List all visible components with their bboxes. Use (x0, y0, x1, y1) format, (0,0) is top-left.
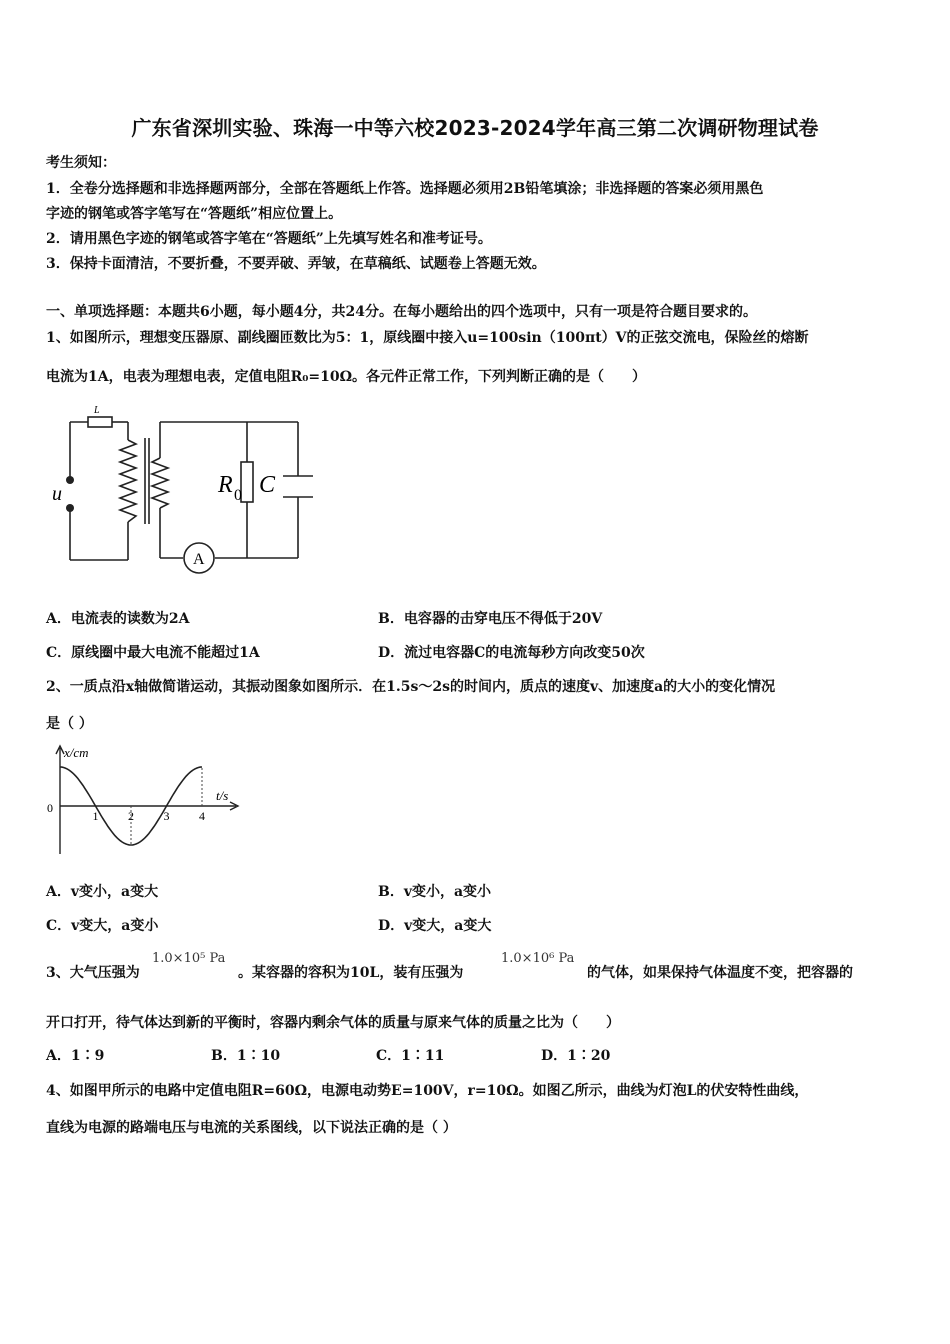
ammeter-label: A (193, 551, 205, 568)
q2-option-a[interactable]: A．v变小，a变大 (46, 884, 159, 900)
q2-text-1: 2、一质点沿x轴做简谐运动，其振动图象如图所示．在1.5s～2s的时间内，质点的速度v、加速度a的大小的变化情况 (46, 679, 776, 695)
capacitor-label: C (259, 472, 276, 498)
q1-option-c[interactable]: C．原线圈中最大电流不能超过1A (46, 645, 260, 661)
q1-text-1: 1、如图所示，理想变压器原、副线圈匝数比为5：1，原线圈中接入u=100sin（100πt）V的正弦交流电，保险丝的熔断 (46, 330, 809, 346)
q3-pressure-1: 1.0×10⁵ Pa (152, 951, 226, 966)
notice-line-2: 2．请用黑色字迹的钢笔或答字笔在“答题纸”上先填写姓名和准考证号。 (46, 231, 492, 247)
x-tick-2: 2 (128, 809, 134, 823)
notice-line-1: 1．全卷分选择题和非选择题两部分，全部在答题纸上作答。选择题必须用2B铅笔填涂；非选择题的答案必须用黑色 (46, 181, 764, 197)
q3-option-b[interactable]: B．1∶10 (211, 1048, 281, 1064)
x-axis-label: t/s (216, 788, 229, 803)
q1-text-2: 电流为1A，电表为理想电表，定值电阻R₀=10Ω。各元件正常工作，下列判断正确的是（ ） (46, 369, 647, 385)
q3-text-pre: 3、大气压强为 (46, 965, 140, 981)
q2-text-2: 是（ ） (46, 716, 93, 732)
q4-text-2: 直线为电源的路端电压与电流的关系图线，以下说法正确的是（ ） (46, 1120, 457, 1136)
section-heading: 一、单项选择题：本题共6小题，每小题4分，共24分。在每小题给出的四个选项中，只有一项是符合题目要求的。 (46, 304, 757, 320)
q3-text-post: 的气体，如果保持气体温度不变，把容器的 (587, 965, 853, 981)
fuse-label: L (94, 405, 100, 416)
y-tick-0: 0 (47, 801, 53, 815)
q1-circuit-figure (50, 400, 310, 590)
q2-option-d[interactable]: D．v变大，a变大 (378, 918, 492, 934)
resistor-label: R (218, 472, 233, 498)
q4-text-1: 4、如图甲所示的电路中定值电阻R=60Ω，电源电动势E=100V，r=10Ω。如图乙所示，曲线为灯泡L的伏安特性曲线， (46, 1083, 809, 1099)
q2-option-c[interactable]: C．v变大，a变小 (46, 918, 159, 934)
x-tick-3: 3 (163, 809, 170, 823)
page-title: 广东省深圳实验、珠海一中等六校2023-2024学年高三第二次调研物理试卷 (131, 116, 819, 140)
q2-option-b[interactable]: B．v变小，a变小 (378, 884, 492, 900)
notice-line-1b: 字迹的钢笔或答字笔写在“答题纸”相应位置上。 (46, 206, 343, 222)
x-tick-1: 1 (92, 809, 99, 823)
q3-text-2: 开口打开，待气体达到新的平衡时，容器内剩余气体的质量与原来气体的质量之比为（ ） (46, 1015, 620, 1031)
notice-line-3: 3．保持卡面清洁，不要折叠，不要弄破、弄皱，在草稿纸、试题卷上答题无效。 (46, 256, 546, 272)
y-axis-label: x/cm (64, 745, 89, 760)
q3-text-mid: 。某容器的容积为10L，装有压强为 (238, 965, 464, 981)
q3-pressure-2: 1.0×10⁶ Pa (501, 951, 575, 966)
q2-oscillation-graph (40, 742, 250, 857)
q3-option-d[interactable]: D．1∶20 (541, 1048, 611, 1064)
q3-option-c[interactable]: C．1∶11 (376, 1048, 445, 1064)
source-label: u (52, 483, 62, 505)
q3-option-a[interactable]: A．1∶9 (46, 1048, 105, 1064)
q1-option-a[interactable]: A．电流表的读数为2A (46, 611, 190, 627)
resistor-subscript: 0 (234, 487, 242, 504)
x-tick-4: 4 (199, 809, 205, 823)
q1-option-b[interactable]: B．电容器的击穿电压不得低于20V (378, 611, 603, 627)
q1-option-d[interactable]: D．流过电容器C的电流每秒方向改变50次 (378, 645, 645, 661)
notice-heading: 考生须知： (46, 155, 116, 171)
